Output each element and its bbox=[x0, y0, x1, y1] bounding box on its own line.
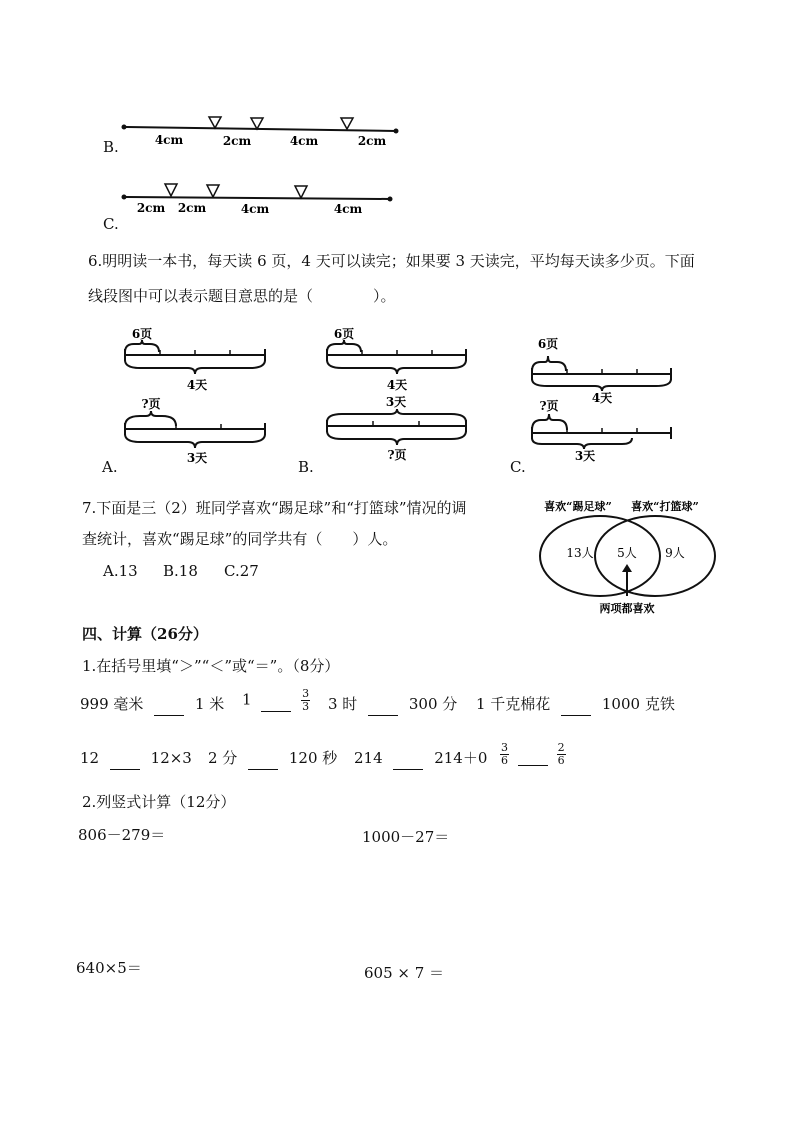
segment-label: 2cm bbox=[222, 134, 252, 148]
bottom-brace-label: ?页 bbox=[539, 399, 559, 413]
venn-arrow-label: 两项都喜欢 bbox=[599, 602, 655, 615]
top-brace bbox=[125, 340, 159, 352]
top-total-label: 4天 bbox=[386, 378, 408, 392]
blank-line[interactable] bbox=[261, 689, 291, 712]
blank-line[interactable] bbox=[154, 693, 184, 716]
cmp-6 bbox=[208, 747, 337, 770]
cmp-right: 1000 克铁 bbox=[601, 695, 675, 713]
cmp-left: 1 千克棉花 bbox=[476, 695, 551, 713]
bottom-total-label: 3天 bbox=[574, 449, 596, 463]
top-total-brace bbox=[125, 360, 265, 374]
cmp-1 bbox=[80, 693, 224, 716]
top-total-brace bbox=[532, 379, 671, 391]
cmp-left: 1 bbox=[242, 690, 252, 709]
bottom-brace bbox=[125, 411, 176, 426]
bottom-brace-label: 3天 bbox=[385, 395, 407, 409]
section-title: 四、计算（26分） bbox=[82, 625, 208, 643]
top-total-label: 4天 bbox=[591, 391, 613, 405]
expr-4: 605 × 7 ＝ bbox=[364, 964, 445, 982]
q7-option-b: B.18 bbox=[163, 562, 198, 580]
bottom-total-brace bbox=[125, 434, 265, 448]
cmp-right: 1 米 bbox=[194, 695, 225, 713]
q7-option-a: A.13 bbox=[103, 562, 138, 580]
bottom-brace bbox=[327, 409, 466, 422]
segment-label: 4cm bbox=[240, 202, 270, 216]
bottom-brace-label: ?页 bbox=[141, 397, 161, 411]
q7-line2: 查统计，喜欢“踢足球”的同学共有（ ）人。 bbox=[82, 530, 398, 548]
segment-label: 2cm bbox=[136, 201, 166, 215]
venn-diagram bbox=[530, 494, 730, 624]
blank-line[interactable] bbox=[518, 743, 548, 766]
top-brace-label: 6页 bbox=[131, 327, 153, 341]
segment-label: 4cm bbox=[154, 133, 184, 147]
cmp-2 bbox=[242, 688, 310, 713]
cmp-7 bbox=[354, 747, 487, 770]
diagram-b bbox=[320, 322, 472, 467]
q7-line1: 7.下面是三（2）班同学喜欢“踢足球”和“打篮球”情况的调 bbox=[82, 499, 467, 517]
q1-title: 1.在括号里填“＞”“＜”或“＝”。（8分） bbox=[82, 657, 340, 675]
bottom-total-label: ?页 bbox=[387, 448, 407, 462]
cmp-left: 12 bbox=[80, 749, 100, 767]
venn-left-only: 13人 bbox=[566, 546, 594, 560]
diagram-b-label: B. bbox=[298, 458, 314, 476]
blank-line[interactable] bbox=[368, 693, 398, 716]
cmp-8 bbox=[500, 742, 566, 767]
q6-line1: 6.明明读一本书，每天读 6 页，4 天可以读完；如果要 3 天读完，平均每天读多少页。下面 bbox=[88, 252, 695, 270]
blank-line[interactable] bbox=[248, 747, 278, 770]
blank-line[interactable] bbox=[561, 693, 591, 716]
fraction: $\frac{2}{6}$ bbox=[557, 741, 565, 767]
triangle-marker bbox=[207, 185, 219, 197]
cmp-right: 12×3 bbox=[150, 749, 192, 767]
venn-left-circle bbox=[540, 516, 660, 596]
triangle-marker bbox=[209, 117, 221, 128]
segment-label: 2cm bbox=[177, 201, 207, 215]
venn-right-circle bbox=[595, 516, 715, 596]
option-c-label: C. bbox=[103, 215, 119, 233]
top-brace-label: 6页 bbox=[537, 337, 559, 351]
top-total-brace bbox=[327, 360, 466, 374]
venn-both: 5人 bbox=[617, 546, 637, 560]
diagram-a-label: A. bbox=[102, 458, 118, 476]
triangle-marker bbox=[165, 184, 177, 196]
blank-line[interactable] bbox=[110, 747, 140, 770]
fraction: $\frac{3}{6}$ bbox=[501, 741, 508, 767]
segment-line-b bbox=[115, 112, 405, 152]
cmp-3 bbox=[328, 693, 457, 716]
bottom-total-label: 3天 bbox=[186, 451, 208, 465]
triangle-marker bbox=[295, 186, 307, 198]
cmp-4 bbox=[476, 693, 675, 716]
cmp-left: 214 bbox=[354, 749, 383, 767]
expr-2: 1000－27＝ bbox=[362, 828, 450, 846]
expr-1: 806－279＝ bbox=[78, 826, 166, 844]
cmp-left: 3 时 bbox=[328, 695, 358, 713]
blank-line[interactable] bbox=[393, 747, 423, 770]
cmp-left: 999 毫米 bbox=[80, 695, 144, 713]
q2-title: 2.列竖式计算（12分） bbox=[82, 793, 236, 811]
venn-right-only: 9人 bbox=[665, 546, 685, 560]
bottom-total-brace bbox=[327, 431, 466, 445]
bottom-brace bbox=[532, 414, 567, 430]
segment-label: 4cm bbox=[289, 134, 319, 148]
cmp-right: 120 秒 bbox=[288, 749, 338, 767]
cmp-left: 2 分 bbox=[208, 749, 238, 767]
cmp-5 bbox=[80, 747, 192, 770]
bottom-total-brace bbox=[532, 438, 632, 449]
segment-label: 4cm bbox=[333, 202, 363, 216]
triangle-marker bbox=[341, 118, 353, 129]
top-total-label: 4天 bbox=[186, 378, 208, 392]
venn-right-title: 喜欢“打篮球” bbox=[631, 500, 699, 513]
q7-option-c: C.27 bbox=[224, 562, 259, 580]
segment-label: 2cm bbox=[357, 134, 387, 148]
top-brace-label: 6页 bbox=[333, 327, 355, 341]
venn-left-title: 喜欢“踢足球” bbox=[544, 500, 612, 513]
fraction: $\frac{3}{3}$ bbox=[302, 687, 310, 713]
expr-3: 640×5＝ bbox=[76, 959, 142, 977]
cmp-right: 214＋0 bbox=[434, 749, 488, 767]
q6-line2: 线段图中可以表示题目意思的是（ ）。 bbox=[88, 287, 396, 305]
option-b-label: B. bbox=[103, 138, 119, 156]
diagram-c bbox=[527, 334, 679, 464]
cmp-right: 300 分 bbox=[408, 695, 458, 713]
top-brace bbox=[327, 340, 361, 352]
segment-line-c bbox=[115, 180, 405, 220]
diagram-c-label: C. bbox=[510, 458, 526, 476]
triangle-marker bbox=[251, 118, 263, 129]
diagram-a bbox=[120, 322, 272, 467]
top-brace bbox=[532, 356, 566, 371]
